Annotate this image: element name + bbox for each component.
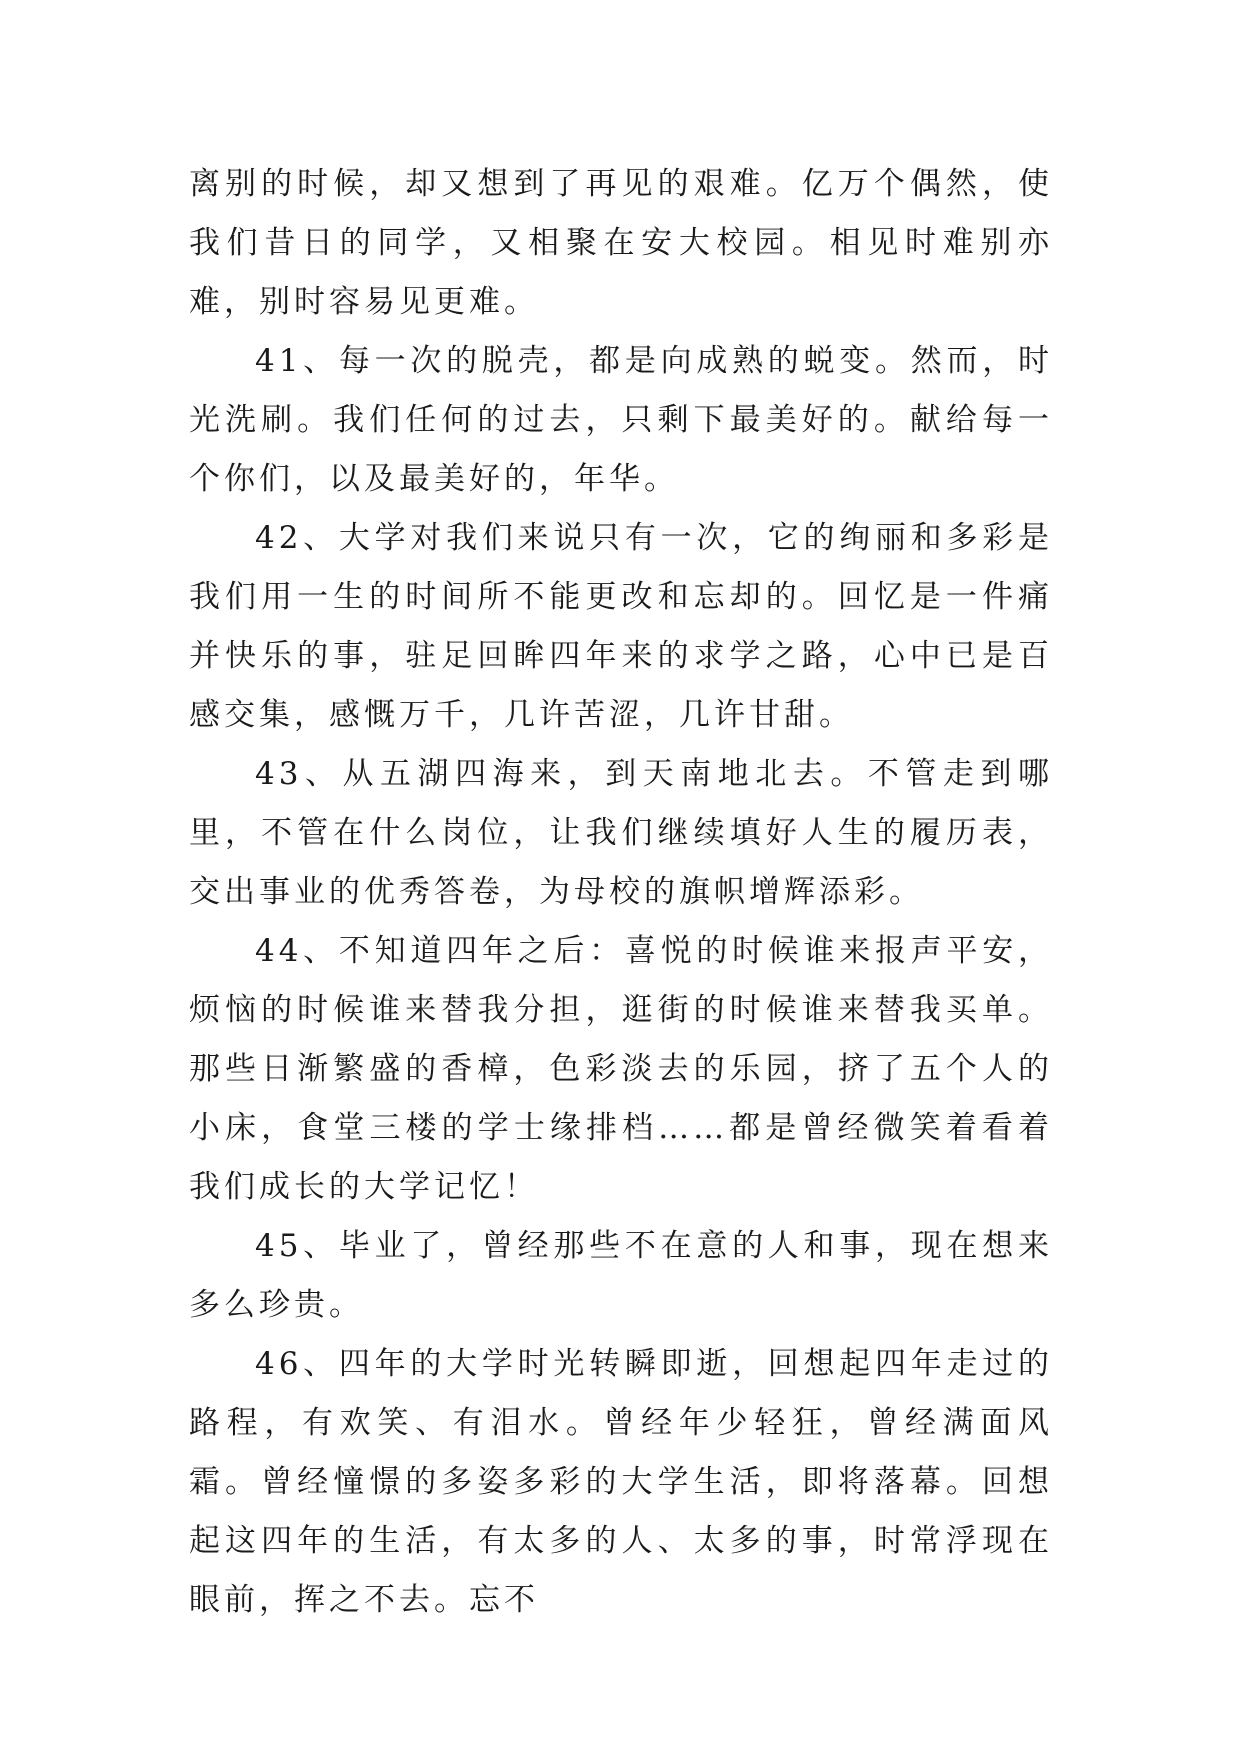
paragraph-42: 42、大学对我们来说只有一次，它的绚丽和多彩是我们用一生的时间所不能更改和忘却的。回忆是一件痛并快乐的事，驻足回眸四年来的求学之路，心中已是百感交集，感慨万千，几许苦涩，几许甘甜。 [189, 520, 1053, 733]
paragraph-46: 46、四年的大学时光转瞬即逝，回想起四年走过的路程，有欢笑、有泪水。曾经年少轻狂，曾经满面风霜。曾经憧憬的多姿多彩的大学生活，即将落幕。回想起这四年的生活，有太多的人、太多的事，时常浮现在眼前，挥之不去。忘不 [189, 1346, 1053, 1618]
paragraph-43: 43、从五湖四海来，到天南地北去。不管走到哪里，不管在什么岗位，让我们继续填好人生的履历表，交出事业的优秀答卷，为母校的旗帜增辉添彩。 [189, 756, 1053, 910]
paragraph-45: 45、毕业了，曾经那些不在意的人和事，现在想来多么珍贵。 [189, 1228, 1053, 1323]
document-body [189, 155, 1053, 1630]
paragraph-41: 41、每一次的脱壳，都是向成熟的蜕变。然而，时光洗刷。我们任何的过去，只剩下最美好的。献给每一个你们，以及最美好的，年华。 [189, 343, 1053, 497]
paragraph-continuation: 离别的时候，却又想到了再见的艰难。亿万个偶然，使我们昔日的同学，又相聚在安大校园。相见时难别亦难，别时容易见更难。 [189, 166, 1053, 320]
paragraph-44: 44、不知道四年之后：喜悦的时候谁来报声平安，烦恼的时候谁来替我分担，逛街的时候谁来替我买单。那些日渐繁盛的香樟，色彩淡去的乐园，挤了五个人的小床，食堂三楼的学士缘排档……都是曾经微笑着看着我们成长的大学记忆！ [189, 933, 1053, 1205]
